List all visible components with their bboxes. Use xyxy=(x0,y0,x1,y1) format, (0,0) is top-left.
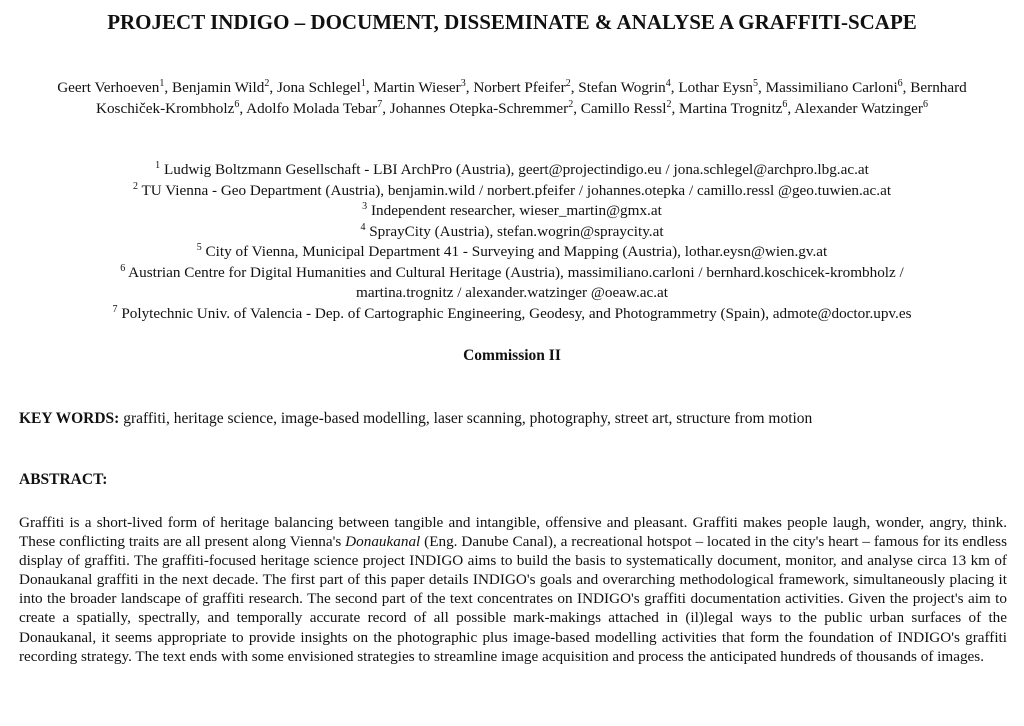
commission-label: Commission II xyxy=(463,347,561,364)
abstract-heading: ABSTRACT: xyxy=(19,471,108,488)
author-affiliation-mark: 5 xyxy=(753,77,759,89)
affiliation-line xyxy=(10,222,1014,243)
author-separator: , xyxy=(902,79,911,96)
author-name: Camillo Ressl xyxy=(580,100,667,117)
author-name: Norbert Pfeifer xyxy=(473,79,566,96)
affiliation-line xyxy=(10,304,1014,325)
abstract-text-part1: Graffiti is a short-lived form of heritage balancing between tangible and intangible, offensive and pleasant. Graffiti makes people laugh, wonder, angry, think. These conflicting traits are all present along Vienna's xyxy=(19,514,1007,551)
author-separator: , xyxy=(382,100,390,117)
author-separator: , xyxy=(573,100,581,117)
affiliation-text: Polytechnic Univ. of Valencia - Dep. of Cartographic Engineering, Geodesy, and Photogrammetry (Spain), admote@doctor.upv.es xyxy=(117,304,912,322)
keywords-text: graffiti, heritage science, image-based modelling, laser scanning, photography, street art, structure from motion xyxy=(119,410,813,427)
keywords-line xyxy=(19,409,1009,429)
affiliation-number: 1 xyxy=(155,159,161,171)
author-separator: , xyxy=(239,100,247,117)
author-affiliation-mark: 6 xyxy=(922,98,928,110)
author-affiliation-mark: 7 xyxy=(377,98,383,110)
author-separator: , xyxy=(670,79,679,96)
author-affiliation-mark: 6 xyxy=(897,77,903,89)
author-affiliation-mark: 6 xyxy=(782,98,788,110)
author-name: Massimiliano Carloni xyxy=(765,79,898,96)
author-separator: , xyxy=(164,79,172,96)
affiliation-list xyxy=(10,160,1014,324)
author-name: Johannes Otepka-Schremmer xyxy=(389,100,569,117)
author-affiliation-mark: 1 xyxy=(159,77,165,89)
author-name: Martin Wieser xyxy=(373,79,461,96)
affiliation-line xyxy=(10,201,1014,222)
affiliation-line xyxy=(10,160,1014,181)
affiliation-continuation: martina.trognitz / alexander.watzinger @oeaw.ac.at xyxy=(356,284,668,301)
keywords-label: KEY WORDS: xyxy=(19,410,120,427)
abstract-text-part2: (Eng. Danube Canal), a recreational hotspot – located in the city's heart – famous for its endless display of graffiti. The graffiti-focused heritage science project INDIGO aims to build the basis to systematically document, monitor, and analyse circa 13 km of Donaukanal graffiti in the next decade. The first part of this paper details INDIGO's goals and overarching methodological framework, simultaneously placing it into the broader landscape of graffiti research. The second part of the text concentrates on INDIGO's graffiti documentation activities. Given the project's aim to create a spatially, spectrally, and temporally accurate record of all possible mark-makings attached in (il)legal ways to the public urban surfaces of the Donaukanal, it seems appropriate to provide insights on the photographic plus image-based modelling activities that form the foundation of INDIGO's graffiti recording strategy. The text ends with some envisioned strategies to streamline image acquisition and process the anticipated hundreds of thousands of images. xyxy=(19,533,1007,665)
author-affiliation-mark: 2 xyxy=(568,98,574,110)
author-separator: , xyxy=(365,79,374,96)
affiliation-text: Ludwig Boltzmann Gesellschaft - LBI ArchPro (Austria), geert@projectindigo.eu / jona.schlegel@archpro.lbg.ac.at xyxy=(160,161,869,178)
author-affiliation-mark: 3 xyxy=(460,77,466,89)
author-affiliation-mark: 2 xyxy=(565,77,571,89)
author-affiliation-mark: 4 xyxy=(665,77,671,89)
affiliation-line xyxy=(10,242,1014,263)
author-affiliation-mark: 1 xyxy=(360,77,366,89)
author-separator: , xyxy=(465,79,474,96)
affiliation-text: SprayCity (Austria), stefan.wogrin@spraycity.at xyxy=(365,222,664,240)
author-name: Jona Schlegel xyxy=(276,79,361,96)
affiliation-number: 6 xyxy=(120,262,126,274)
author-separator: , xyxy=(671,100,680,117)
author-name: Martina Trognitz xyxy=(679,100,783,117)
abstract-italic-term: Donaukanal xyxy=(345,533,421,551)
affiliation-line xyxy=(10,263,1014,284)
author-name: Alexander Watzinger xyxy=(794,100,923,117)
affiliation-text: Independent researcher, wieser_martin@gmx.at xyxy=(367,202,662,219)
affiliation-text: TU Vienna - Geo Department (Austria), benjamin.wild / norbert.pfeifer / johannes.otepka / camillo.ressl @geo.tuwien.ac.at xyxy=(137,181,892,199)
author-separator: , xyxy=(269,79,277,96)
affiliation-number: 7 xyxy=(112,303,118,315)
affiliation-number: 4 xyxy=(360,221,366,233)
affiliation-number: 3 xyxy=(362,200,368,212)
affiliation-text: City of Vienna, Municipal Department 41 - Surveying and Mapping (Austria), lothar.eysn@wien.gv.at xyxy=(201,243,828,260)
author-affiliation-mark: 2 xyxy=(264,77,270,89)
author-name: Lothar Eysn xyxy=(678,79,754,96)
author-separator: , xyxy=(570,79,579,96)
author-name: Bernhard Koschiček-Krombholz xyxy=(96,79,967,117)
affiliation-line xyxy=(10,181,1014,202)
affiliation-number: 5 xyxy=(196,241,202,253)
author-name: Adolfo Molada Tebar xyxy=(246,100,378,117)
author-name: Benjamin Wild xyxy=(172,79,265,96)
author-name: Geert Verhoeven xyxy=(57,79,160,96)
author-name: Stefan Wogrin xyxy=(578,79,666,96)
author-affiliation-mark: 2 xyxy=(666,98,672,110)
paper-title: PROJECT INDIGO – DOCUMENT, DISSEMINATE & ANALYSE A GRAFFITI-SCAPE xyxy=(107,10,917,34)
author-affiliation-mark: 6 xyxy=(234,98,240,110)
affiliation-text: Austrian Centre for Digital Humanities and Cultural Heritage (Austria), massimiliano.carloni / bernhard.koschicek-krombholz / xyxy=(125,263,904,281)
author-separator: , xyxy=(758,79,766,96)
author-separator: , xyxy=(787,100,795,117)
affiliation-number: 2 xyxy=(132,180,138,192)
abstract-body xyxy=(19,513,1007,666)
author-list xyxy=(40,77,984,119)
